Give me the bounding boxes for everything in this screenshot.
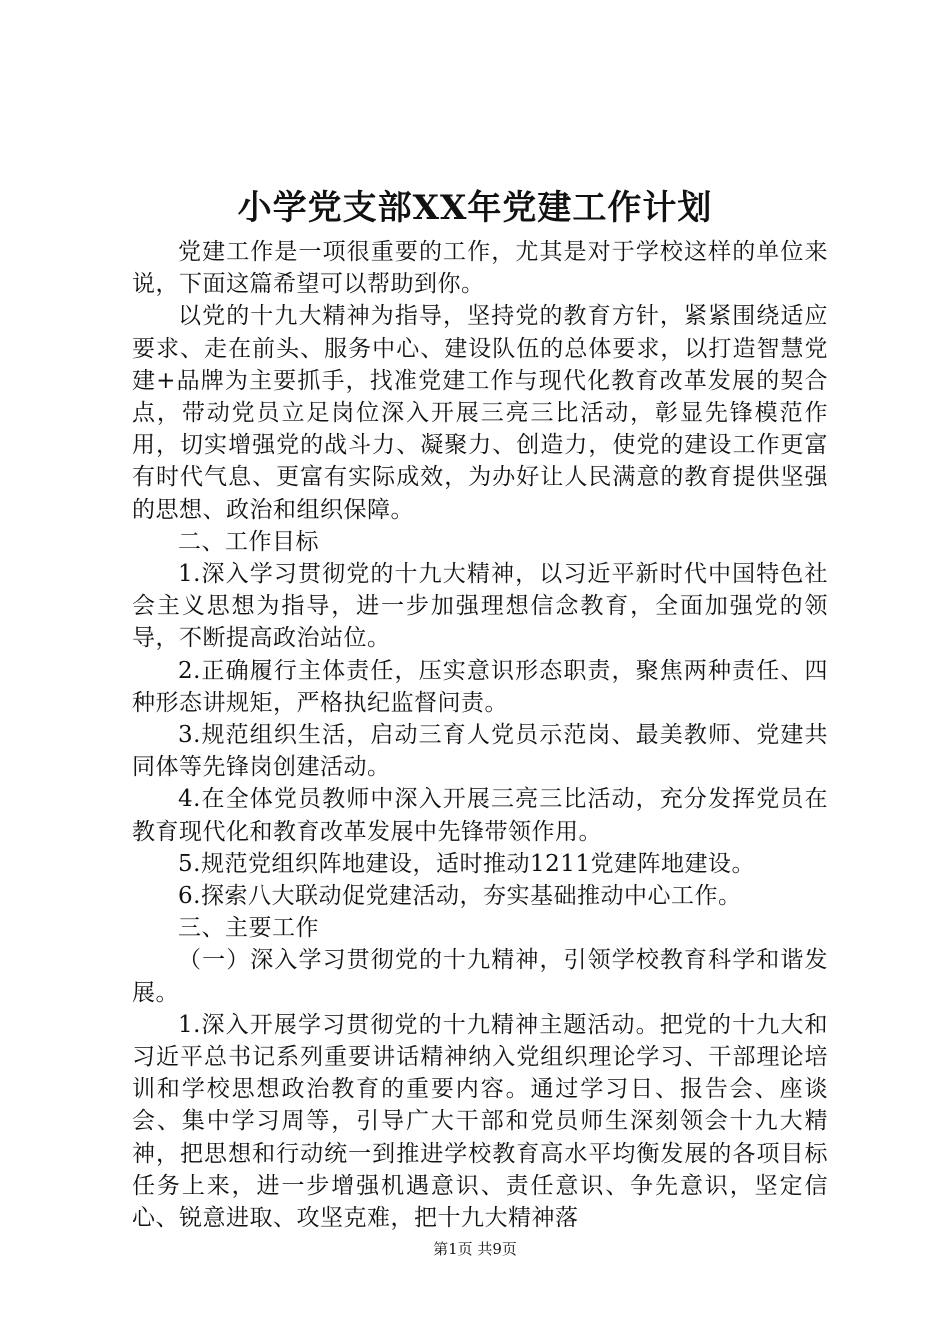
work-item-1: 1.深入开展学习贯彻党的十九精神主题活动。把党的十九大和习近平总书记系列重要讲话精神纳入党组织理论学习、干部理论培训和学校思想政治教育的重要内容。通过学习日、报告会、座谈会、集中学习周等，引导广大干部和党员师生深刻领会十九大精神，把思想和行动统一到推进学校教育高水平均衡发展的各项目标任务上来，进一步增强机遇意识、责任意识、争先意识，坚定信心、锐意进取、攻坚克难，把十九大精神落 [132,1011,828,1232]
goal-item-4: 4.在全体党员教师中深入开展三亮三比活动，充分发挥党员在教育现代化和教育改革发展中先锋带领作用。 [132,786,828,845]
section-heading-goals: 二、工作目标 [178,528,319,555]
document-title: 小学党支部XX年党建工作计划 [237,188,713,228]
paragraph-guiding-principle: 以党的十九大精神为指导，坚持党的教育方针，紧紧围绕适应要求、走在前头、服务中心、建设队伍的总体要求，以打造智慧党建+品牌为主要抓手，找准党建工作与现代化教育改革发展的契合点，带动党员立足岗位深入开展三亮三比活动，彰显先锋模范作用，切实增强党的战斗力、凝聚力、创造力，使党的建设工作更富有时代气息、更富有实际成效，为办好让人民满意的教育提供坚强的思想、政治和组织保障。 [132,303,828,523]
goal-item-5: 5.规范党组织阵地建设，适时推动1211党建阵地建设。 [178,850,755,877]
page-number-footer: 第1页 共9页 [433,1240,517,1258]
paragraph-intro: 党建工作是一项很重要的工作，尤其是对于学校这样的单位来说，下面这篇希望可以帮助到你。 [132,239,828,298]
document-body [132,236,828,1234]
goal-item-2: 2.正确履行主体责任，压实意识形态职责，聚焦两种责任、四种形态讲规矩，严格执纪监督问责。 [132,657,828,716]
goal-item-6: 6.探索八大联动促党建活动，夯实基础推动中心工作。 [178,883,742,910]
section-heading-main-work: 三、主要工作 [178,915,319,942]
goal-item-1: 1.深入学习贯彻党的十九大精神，以习近平新时代中国特色社会主义思想为指导，进一步加强理想信念教育，全面加强党的领导，不断提高政治站位。 [132,561,828,652]
subsection-heading-1: （一）深入学习贯彻党的十九精神，引领学校教育科学和谐发展。 [132,947,828,1006]
goal-item-3: 3.规范组织生活，启动三育人党员示范岗、最美教师、党建共同体等先锋岗创建活动。 [132,722,828,781]
